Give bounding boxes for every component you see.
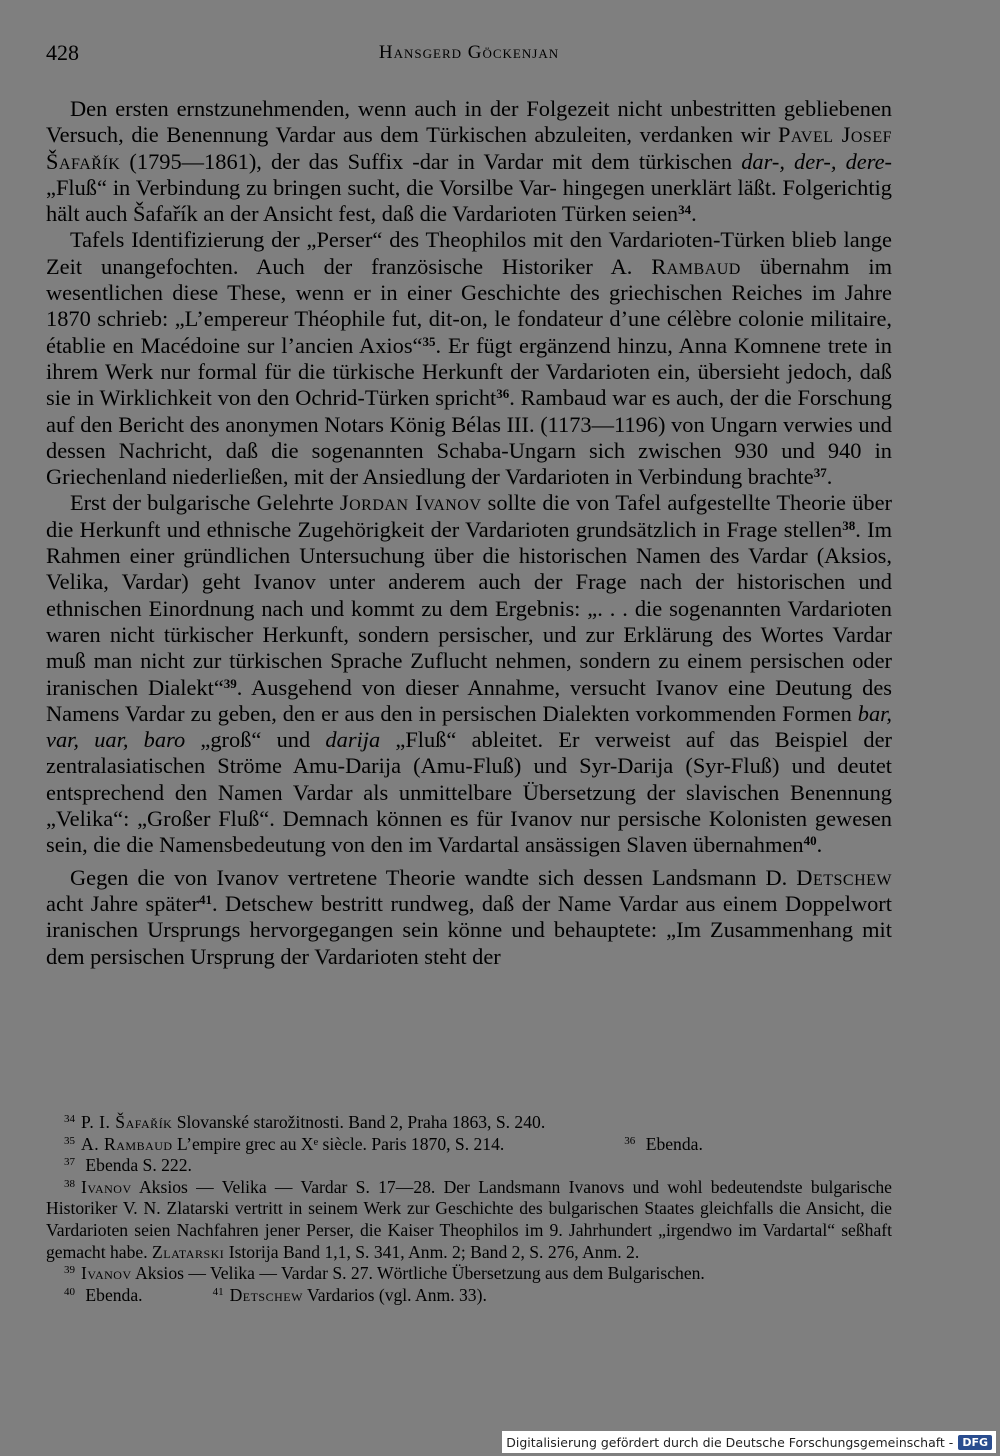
footnote-text: Ebenda. xyxy=(81,1284,143,1305)
digitization-credit xyxy=(502,1431,996,1453)
footnote-mark: 34 xyxy=(64,1113,75,1125)
footnote-text: Aksios — Velika — Vardar S. 17—28. Der Landsmann Ivanovs und wohl bedeutendste bulgarische Historiker V. N. Zlatarski vertritt in seinem Werk zur Geschichte des bulgarischen Staates gleichfalls die Ansicht, die Vardarioten seien Nachfahren jener Perser, die Kaiser Theophilos im 9. Jahrhundert „irgendwo im Vardartal“ seßhaft gemacht habe. xyxy=(46,1176,892,1262)
footnote-mark: 37 xyxy=(64,1156,75,1169)
footnote-mark: 39 xyxy=(64,1264,75,1277)
text-run: (1795—1861), der das Suffix -dar in Vardar mit dem türkischen xyxy=(120,148,742,174)
text-run: . Ausgehend von dieser Annahme, versucht Ivanov eine Deutung des Namens Vardar zu geben, den er aus den in persischen Dialekten vorkommenden Formen xyxy=(46,674,893,726)
footnote-ref: 38 xyxy=(842,517,856,533)
footnote xyxy=(46,1112,892,1134)
author-name: P. I. Šafařík xyxy=(81,1112,173,1132)
text-run: acht Jahre später xyxy=(46,890,199,916)
author-name: Ivanov xyxy=(81,1176,132,1197)
footnote xyxy=(46,1155,892,1177)
text-run: Den ersten ernstzunehmenden, wenn auch in der Folgezeit nicht unbestritten gebliebenen Versuch, die Benennung Vardar aus dem Türkischen abzuleiten, verdanken wir xyxy=(46,96,892,148)
footnote xyxy=(46,1177,892,1263)
footnote-text: Aksios — Velika — Vardar S. 27. Wörtliche Übersetzung aus dem Bulgarischen. xyxy=(131,1263,705,1284)
paragraph xyxy=(46,96,892,227)
footnote-ref: 41 xyxy=(198,891,212,907)
running-head: Hansgerd Göckenjan xyxy=(378,42,560,63)
text-run: . Im Rahmen einer gründlichen Untersuchung über die historischen Namen des Vardar (Aksios, Velika, Vardar) geht Ivanov unter anderem auch der Frage nach der historischen und ethnischen Einordnung nach und kommt zu dem Ergebnis: „. . . die sogenannten Vardarioten waren nicht türkischer Herkunft, sondern persischer, und zur Erklärung des Wortes Vardar muß man nicht zur türkischen Sprache Zuflucht nehmen, sondern zu einem persischen oder iranischen Dialekt“ xyxy=(46,516,892,700)
footnote-text: Slovanské starožitnosti. Band 2, Praha 1863, S. 240. xyxy=(172,1112,546,1132)
author-name: Rambaud xyxy=(651,253,741,279)
footnote-ref: 34 xyxy=(678,202,692,218)
footnote-text: L’empire grec au Xᵉ siècle. Paris 1870, S. 214. xyxy=(172,1133,505,1154)
page-header xyxy=(46,40,892,70)
credit-text: Digitalisierung gefördert durch die Deutsche Forschungsgemeinschaft - xyxy=(506,1434,954,1450)
author-name: Detschew xyxy=(796,864,892,890)
text-run: „Fluß“ in Verbindung zu bringen sucht, die Vorsilbe Var- hingegen unerklärt läßt. Folgerichtig hält auch Šafařík an der Ansicht fest, daß die Vardarioten Türken seien xyxy=(46,174,892,227)
footnote-mark: 41 xyxy=(212,1285,224,1298)
footnote-mark: 38 xyxy=(64,1177,75,1190)
text-run: . xyxy=(826,464,833,490)
text-run: . Detschew bestritt rundweg, daß der Name Vardar aus einem Doppelwort iranischen Ursprungs hervorgegangen sein könne und behauptete: „Im Zusammenhang mit dem persischen Ursprung der Vardarioten steht der xyxy=(46,890,892,969)
author-name: A. Rambaud xyxy=(81,1133,173,1154)
text-run: . xyxy=(691,201,697,227)
footnote-ref: 40 xyxy=(803,833,817,849)
text-run: Erst der bulgarische Gelehrte xyxy=(70,490,340,516)
author-name: Ivanov xyxy=(81,1263,132,1284)
footnote-text: Vardarios (vgl. Anm. 33). xyxy=(302,1284,487,1305)
text-run: . xyxy=(816,832,823,858)
text-run: . Er fügt ergänzend hinzu, Anna Komnene trete in ihrem Werk nur formal für die türkische Herkunft der Vardarioten ein, übersieht jedoch, daß sie in Wirklichkeit von den Ochrid-Türken spricht xyxy=(46,332,892,411)
footnote-mark: 40 xyxy=(64,1285,75,1298)
footnote-mark: 36 xyxy=(624,1134,636,1147)
author-name: Jordan Ivanov xyxy=(339,490,482,516)
footnote-ref: 39 xyxy=(223,675,237,691)
text-run: Tafels Identifizierung der „Perser“ des Theophilos mit den Vardarioten-Türken blieb lange Zeit unangefochten. Auch der französische Historiker A. xyxy=(46,227,892,279)
footnotes xyxy=(46,1112,892,1306)
paragraph xyxy=(46,227,892,490)
page-number: 428 xyxy=(46,40,79,65)
footnote-mark: 35 xyxy=(64,1134,75,1147)
footnote xyxy=(46,1134,892,1156)
footnote-ref: 36 xyxy=(496,386,510,402)
text-run: . Rambaud war es auch, der die Forschung auf den Bericht des anonymen Notars König Bélas III. (1173—1196) von Ungarn verwies und dessen Nachricht, daß die sogenannten Schaba-Ungarn sich zwischen 930 und 940 in Griechenland niederließen, mit der Ansiedlung der Vardarioten in Verbindung brachte xyxy=(46,385,893,490)
footnote-text: Ebenda S. 222. xyxy=(81,1155,192,1176)
footnote-text: Istorija Band 1,1, S. 341, Anm. 2; Band 2, S. 276, Anm. 2. xyxy=(224,1241,640,1262)
text-run: „groß“ und xyxy=(185,727,326,753)
footnote-text: Ebenda. xyxy=(641,1133,703,1154)
paragraph xyxy=(46,490,892,858)
author-name: Pavel Josef Šafařík xyxy=(46,122,892,174)
footnote-ref: 35 xyxy=(422,333,436,349)
dfg-logo-icon: DFG xyxy=(958,1435,992,1450)
italic-term: dar-, der-, dere- xyxy=(741,148,892,174)
paragraph xyxy=(46,865,892,970)
footnote xyxy=(46,1263,892,1285)
main-text xyxy=(46,96,892,970)
text-run: Gegen die von Ivanov vertretene Theorie wandte sich dessen Landsmann D. xyxy=(70,864,797,890)
author-name: Detschew xyxy=(229,1284,303,1305)
text-run: „Fluß“ ableitet. Er verweist auf das Beispiel der zentralasiatischen Ströme Amu-Darija (Amu-Fluß) und Syr-Darija (Syr-Fluß) und deutet entsprechend den Namen Vardar als unmittelbare Übersetzung der slavischen Benennung „Velika“: „Großer Fluß“. Demnach können es für Ivanov nur persische Kolonisten gewesen sein, die die Namensbedeutung von den im Vardartal ansässigen Slaven übernahmen xyxy=(46,727,892,858)
text-run: übernahm im wesentlichen diese These, wenn er in einer Geschichte des griechischen Reiches im Jahre 1870 schrieb: „L’empereur Théophile fut, dit-on, le fondateur d’une célèbre colonie militaire, établie en Macédoine sur l’ancien Axios“ xyxy=(46,253,892,358)
footnote-ref: 37 xyxy=(813,465,827,481)
italic-term: darija xyxy=(325,727,381,753)
text-run: sollte die von Tafel aufgestellte Theorie über die Herkunft und ethnische Zugehörigkeit der Vardarioten grundsätzlich in Frage stellen xyxy=(46,490,892,542)
italic-term: bar, var, uar, baro xyxy=(46,700,892,753)
footnote xyxy=(46,1285,892,1307)
author-name: Zlatarski xyxy=(152,1241,225,1262)
